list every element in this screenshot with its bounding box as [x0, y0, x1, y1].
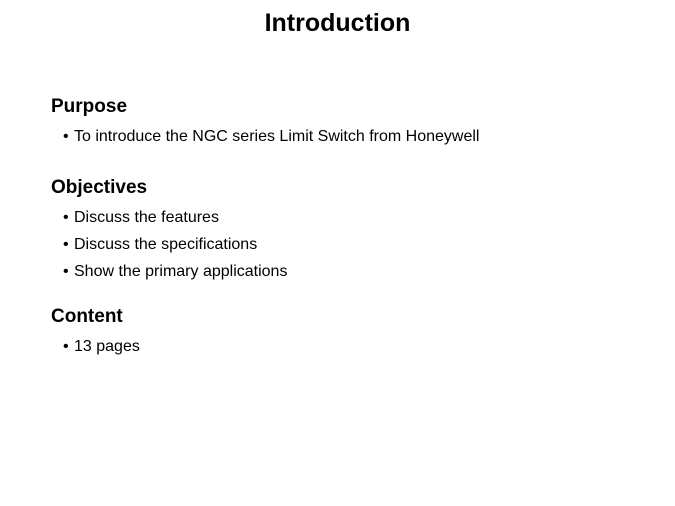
bullet-icon: •	[63, 236, 69, 253]
bullet-list-objectives	[51, 204, 651, 285]
section-heading-content: Content	[51, 306, 123, 327]
section-heading-objectives: Objectives	[51, 177, 148, 198]
list-item	[63, 204, 651, 231]
bullet-icon: •	[63, 209, 69, 226]
section-objectives	[51, 176, 651, 285]
bullet-icon: •	[63, 128, 69, 145]
list-item	[63, 258, 651, 285]
section-purpose	[51, 95, 651, 150]
list-item	[63, 231, 651, 258]
bullet-icon: •	[63, 263, 69, 280]
list-item	[63, 123, 651, 150]
bullet-text: Show the primary applications	[74, 263, 288, 280]
section-content	[51, 305, 651, 360]
bullet-text: Discuss the features	[74, 209, 219, 226]
bullet-list-content	[51, 333, 651, 360]
bullet-text: 13 pages	[74, 338, 140, 355]
section-heading-purpose: Purpose	[51, 96, 128, 117]
bullet-text: Discuss the specifications	[74, 236, 258, 253]
bullet-text: To introduce the NGC series Limit Switch from Honeywell	[74, 128, 480, 145]
bullet-list-purpose	[51, 123, 651, 150]
slide-title: Introduction	[264, 9, 411, 37]
bullet-icon: •	[63, 338, 69, 355]
list-item	[63, 333, 651, 360]
